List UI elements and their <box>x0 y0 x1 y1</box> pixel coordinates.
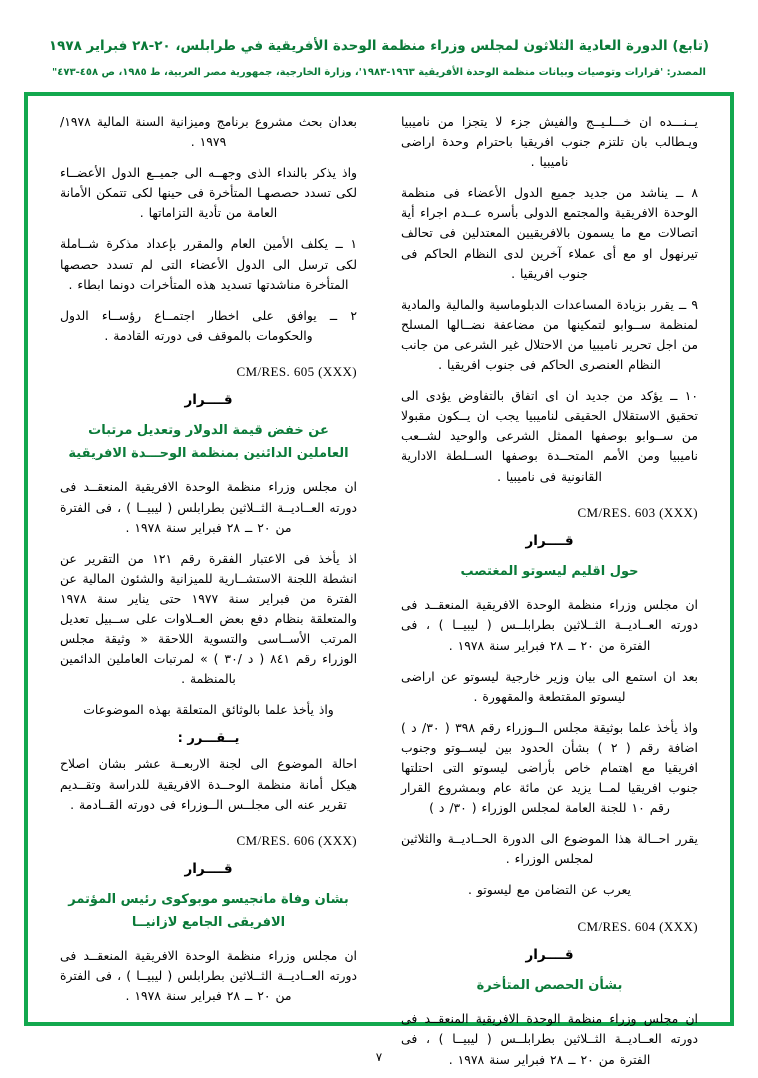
paragraph: يقرر احــالة هذا الموضوع الى الدورة الحــاديــة والثلاثين لمجلس الوزراء . <box>401 831 698 867</box>
column-left <box>46 112 379 1012</box>
paragraph: ١ ــ يكلف الأمين العام والمقرر بإعداد مذكرة شــاملة لكى ترسل الى الدول الأعضاء التى لم تسدد حصصها المتأخرة مناشدتها تسديد هذه المتأخرات دونما ابطاء . <box>60 236 357 292</box>
paragraph: يعرب عن التضامن مع ليسوتو . <box>468 882 631 898</box>
header-source: المصدر: 'قرارات وتوصيات وبيانات منظمة الوحدة الأفريقية ١٩٦٣-١٩٨٣'، وزارة الخارجية، جمهورية مصر العربية، ط ١٩٨٥، ص ٤٥٨-٤٧٣" <box>52 67 706 79</box>
resolution-title-604: بشأن الحصص المتأخرة <box>476 977 623 993</box>
paragraph: يــنـــده ان خـــلـيــج والفيش جزء لا يتجزا من ناميبيا ويـطالب بان تلتزم جنوب افريقيا باحترام وحدة اراضى ناميبيا . <box>401 114 698 170</box>
page-number: ٧ <box>375 1050 383 1064</box>
paragraph: واذ يأخذ علما بوثيقة مجلس الــوزراء رقم ٣٩٨ ( ٣٠/ د ) اضافة رقم ( ٢ ) بشأن الحدود بين ليســوتو وجنوب افريقيا مع اهتمام خاص بأراضى ليسوتو التى احتلتها جنوب افريقيا لمــا يزيد عن مائة عام وبمشروع القرار رقم ١٠ للجنة العامة لمجلس الوزراء ( ٣٠/ د ) <box>401 719 698 816</box>
column-right <box>379 112 712 1067</box>
resolution-id-603: CM/RES. 603 (XXX) <box>577 504 698 520</box>
resolution-heading: قــــرار <box>184 860 233 877</box>
paragraph: اذ يأخذ فى الاعتبار الفقرة رقم ١٢١ من التقرير عن انشطة اللجنة الاستشــارية للميزانية والشئون المالية عن الفترة من فبراير سنة ١٩٧٧ حتى يناير سنة ١٩٧٨ والمتعلقة بنظام دفع بعض العــلاوات على ســبيل تعديل المرتب الأســاسى والتسوية اللاحقة « وثيقة مجلس الوزراء رقم ٨٤١ ( د /٣٠ ) » لمرتبات العاملين الدائمين بالمنظمة . <box>60 550 358 687</box>
paragraph: ان مجلس وزراء منظمة الوحدة الافريقية المنعقــد فى دورته العــاديــة الثــلاثين بطرابلــس ( ليبيــا ) ، فى الفترة من ٢٠ ــ ٢٨ فبراير سنة ١٩٧٨ . <box>401 1011 698 1067</box>
paragraph: بعد ان استمع الى بيان وزير خارجية ليسوتو عن اراضى ليسوتو المقتطعة والمقهورة . <box>401 668 698 704</box>
resolution-heading: قــــرار <box>184 391 233 408</box>
paragraph: ان مجلس وزراء منظمة الوحدة الافريقية المنعقــد فى دورته العــاديــة الثــلاثين بطرابلــس ( ليبيــا ) ، فى الفترة من ٢٠ ــ ٢٨ فبراير سنة ١٩٧٨ . <box>401 597 698 653</box>
resolution-id-605: CM/RES. 605 (XXX) <box>236 363 357 379</box>
paragraph: ان مجلس وزراء منظمة الوحدة الافريقية المنعقــد فى دورته العــاديــة الثــلاثين بطرابلس ( ليبيــا ) ، فى الفترة من ٢٠ ــ ٢٨ فبراير سنة ١٩٧٨ . <box>60 479 357 535</box>
page-header <box>0 0 758 80</box>
resolution-title-603: حول اقليم ليسوتو المغتصب <box>460 563 639 579</box>
resolution-heading: قــــرار <box>525 532 574 549</box>
paragraph: ان مجلس وزراء منظمة الوحدة الافريقية المنعقــد فى دورته العــاديــة الثــلاثين بطرابلس ( ليبيــا ) ، فى الفترة من ٢٠ ــ ٢٨ فبراير سنة ١٩٧٨ . <box>60 948 357 1004</box>
paragraph: ٨ ــ يناشد من جديد جميع الدول الأعضاء فى منظمة الوحدة الافريقية والمجتمع الدولى بأسره عــدم اجراء أية اتصالات مع ما يسمون بالافريقيين المعتدلين فى تحالف تيرنهول او مع أى عملاء آخرين لدى النظام الحاكم فى جنوب افريقيا . <box>401 185 698 281</box>
resolution-heading: قــــرار <box>525 946 574 963</box>
yuqarrir-label: يــقـــرر : <box>177 731 240 747</box>
paragraph: ١٠ ــ يؤكد من جديد ان اى اتفاق بالتفاوض يؤدى الى تحقيق الاستقلال الحقيقى لناميبيا يجب ان يــكون مقبولا من ســوابو بوصفها الممثل الشرعى والوحيد لشــعب ناميبيا ومن الأمم المتحــدة بوصفها الســلطة الادارية القانونية فى ناميبيا . <box>401 388 698 484</box>
paragraph: ٢ ــ يوافق على اخطار اجتمــاع رؤســاء الدول والحكومات بالموقف فى دورته القادمة . <box>60 307 357 343</box>
resolution-title-606: بشان وفاة مانجيسو موبوكوى رئيس المؤتمر الافريقى الجامع لازانيــا <box>68 891 349 930</box>
paragraph: ٩ ــ يقرر بزيادة المساعدات الدبلوماسية والمالية والمادية لمنظمة ســوابو لتمكينها من مضاعفة نضــالها المسلح من اجل تحرير ناميبيا من الاحتلال غير الشرعى من جانب النظام العنصرى الحاكم فى جنوب افريقيا . <box>401 296 698 373</box>
paragraph: احالة الموضوع الى لجنة الاربعــة عشر بشان اصلاح هيكل أمانة منظمة الوحــدة الافريقية للدراسة وتقــديم تقرير عنه الى مجلــس الــوزراء فى دورته القــادمة . <box>60 756 357 812</box>
paragraph: بعدان بحث مشروع برنامج وميزانية السنة المالية ١٩٧٨/ ١٩٧٩ . <box>60 114 357 150</box>
content-frame <box>24 92 734 1067</box>
resolution-title-605: عن خفض قيمة الدولار وتعديل مرتبات العاملين الدائنين بمنظمة الوحـــدة الافريقية <box>68 422 349 461</box>
paragraph: واذ يأخذ علما بالوثائق المتعلقة بهذه الموضوعات <box>83 702 334 718</box>
header-title: (تابع) الدورة العادية الثلاثون لمجلس وزراء منظمة الوحدة الأفريقية في طرابلس، ٢٠-٢٨ فبراير ١٩٧٨ <box>48 38 710 54</box>
resolution-id-604: CM/RES. 604 (XXX) <box>577 918 698 934</box>
paragraph: واذ يذكر بالنداء الذى وجهــه الى جميــع الدول الأعضــاء لكى تسدد حصصهـا المتأخرة فى حينها لكى تتمكن الأمانة العامة من تأدية التزاماتها . <box>60 165 357 221</box>
resolution-id-606: CM/RES. 606 (XXX) <box>236 832 357 848</box>
